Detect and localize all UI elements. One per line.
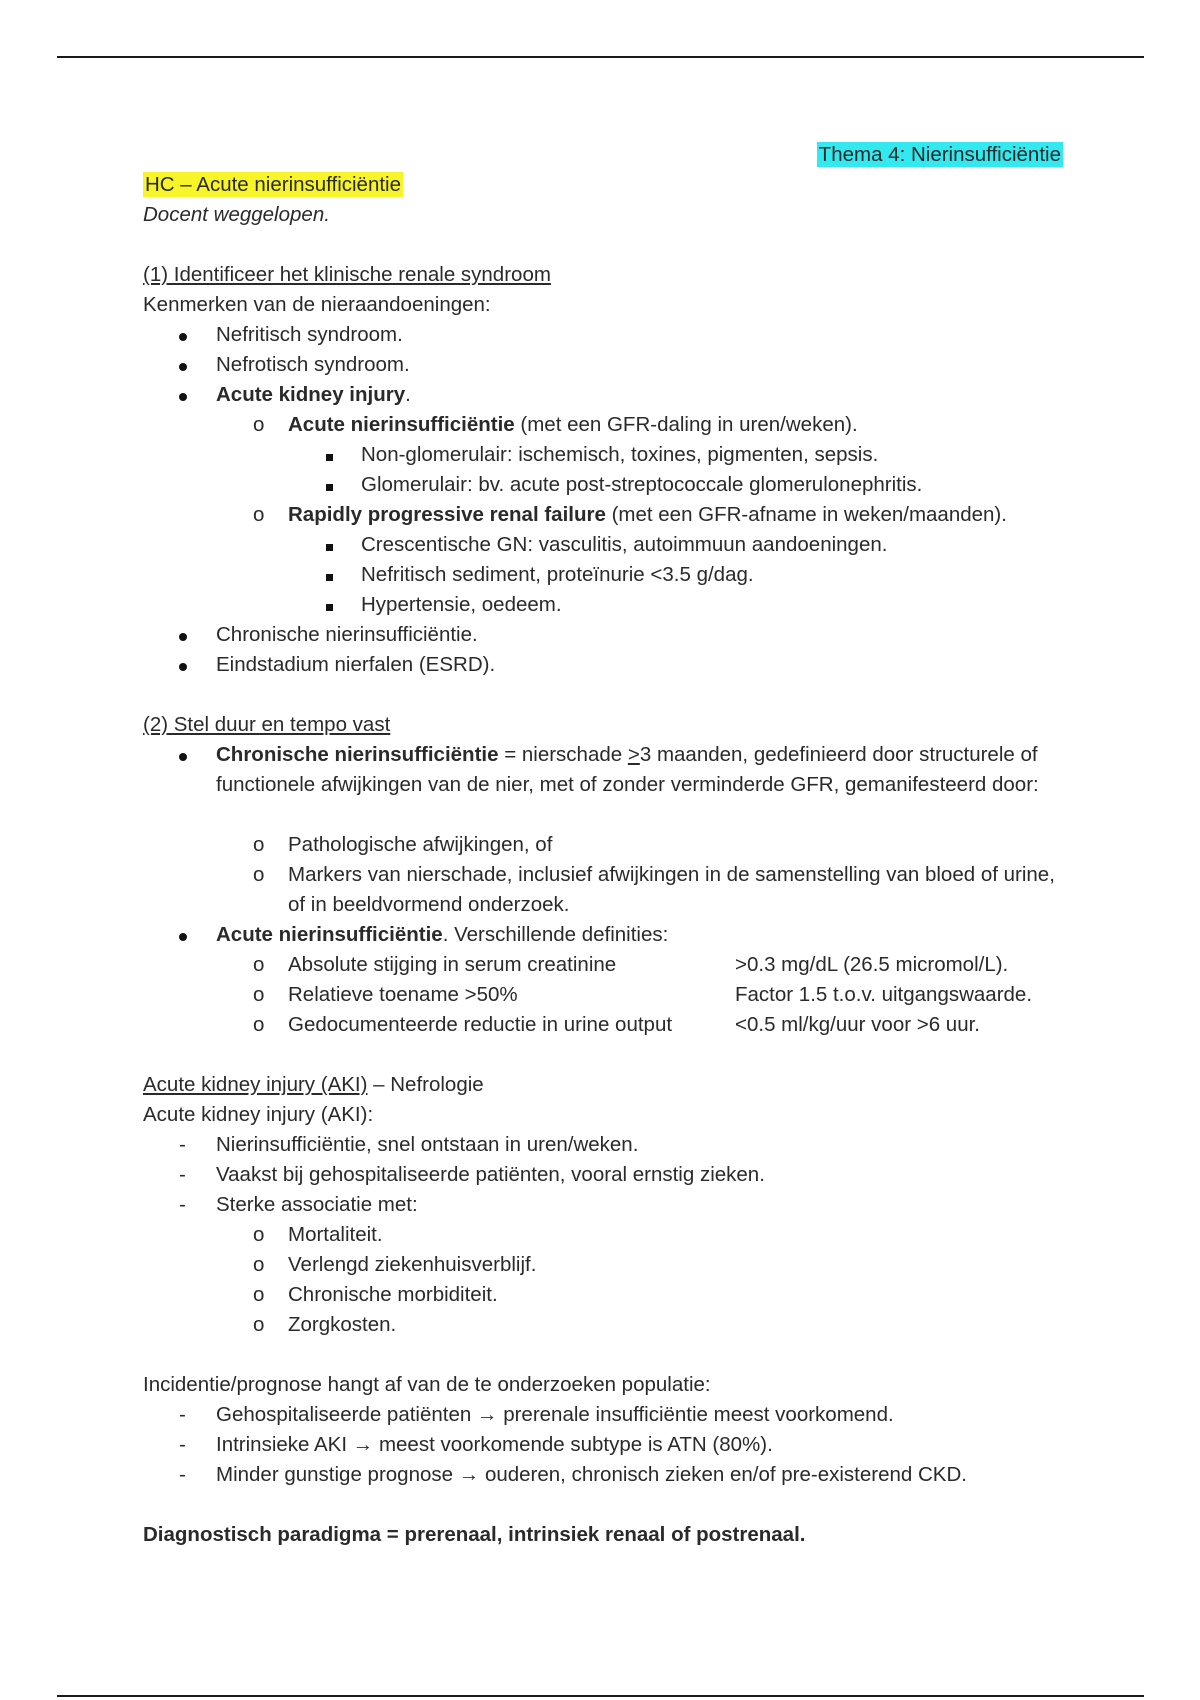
circle-bullet-icon: o bbox=[253, 953, 265, 976]
diagnostic-paradigm: Diagnostisch paradigma = prerenaal, intrinsiek renaal of postrenaal. bbox=[143, 1523, 806, 1546]
top-rule bbox=[57, 56, 1144, 58]
circle-bullet-icon: o bbox=[253, 863, 265, 886]
list-item: Acute nierinsufficiëntie. Verschillende definities: bbox=[143, 920, 1063, 950]
section1-heading: (1) Identificeer het klinische renale syndroom bbox=[143, 263, 551, 286]
list-item: o Markers van nierschade, inclusief afwijkingen in de samenstelling van bloed of urine, of in beeldvormend onderzoek. bbox=[143, 860, 1063, 920]
theme-title: Thema 4: Nierinsufficiëntie bbox=[818, 143, 1061, 166]
square-bullet-icon bbox=[326, 470, 333, 500]
circle-bullet-icon: o bbox=[253, 503, 265, 526]
lecture-line bbox=[143, 170, 1063, 200]
dash-bullet-icon: - bbox=[179, 1133, 186, 1156]
circle-bullet-icon: o bbox=[253, 1253, 265, 1276]
bullet-icon bbox=[179, 350, 187, 380]
circle-bullet-icon: o bbox=[253, 413, 265, 436]
list-item: - Gehospitaliseerde patiënten → prerenale insufficiëntie meest voorkomend. bbox=[143, 1400, 1063, 1430]
section1-intro: Kenmerken van de nieraandoeningen: bbox=[143, 293, 491, 316]
circle-bullet-icon: o bbox=[253, 1223, 265, 1246]
section3-intro: Acute kidney injury (AKI): bbox=[143, 1103, 374, 1126]
list-item: o Chronische morbiditeit. bbox=[143, 1280, 1063, 1310]
dash-bullet-icon: - bbox=[179, 1433, 186, 1456]
dash-bullet-icon: - bbox=[179, 1463, 186, 1486]
list-item: - Vaakst bij gehospitaliseerde patiënten, vooral ernstig zieken. bbox=[143, 1160, 1063, 1190]
bullet-icon bbox=[179, 650, 187, 680]
list-item: - Sterke associatie met: bbox=[143, 1190, 1063, 1220]
list-item: o Zorgkosten. bbox=[143, 1310, 1063, 1340]
dash-bullet-icon: - bbox=[179, 1403, 186, 1426]
list-item: Glomerulair: bv. acute post-streptococcale glomerulonephritis. bbox=[143, 470, 1063, 500]
list-item: Nefritisch sediment, proteïnurie <3.5 g/dag. bbox=[143, 560, 1063, 590]
list-item: Hypertensie, oedeem. bbox=[143, 590, 1063, 620]
list-item: Eindstadium nierfalen (ESRD). bbox=[143, 650, 1063, 680]
list-item: Crescentische GN: vasculitis, autoimmuun aandoeningen. bbox=[143, 530, 1063, 560]
circle-bullet-icon: o bbox=[253, 1313, 265, 1336]
bullet-icon bbox=[179, 320, 187, 350]
definition-row: o Absolute stijging in serum creatinine >0.3 mg/dL (26.5 micromol/L). bbox=[143, 950, 1063, 980]
circle-bullet-icon: o bbox=[253, 983, 265, 1006]
dash-bullet-icon: - bbox=[179, 1193, 186, 1216]
list-item: Nefritisch syndroom. bbox=[143, 320, 1063, 350]
bullet-icon bbox=[179, 920, 187, 950]
list-item: - Nierinsufficiëntie, snel ontstaan in uren/weken. bbox=[143, 1130, 1063, 1160]
arrow-right-icon: → bbox=[458, 1463, 480, 1486]
list-item: Acute kidney injury. bbox=[143, 380, 1063, 410]
docent-note: Docent weggelopen. bbox=[143, 203, 330, 226]
bullet-icon bbox=[179, 380, 187, 410]
list-item: Chronische nierinsufficiëntie. bbox=[143, 620, 1063, 650]
list-item: - Minder gunstige prognose → ouderen, chronisch zieken en/of pre-existerend CKD. bbox=[143, 1460, 1063, 1490]
list-item: o Acute nierinsufficiëntie (met een GFR-daling in uren/weken). bbox=[143, 410, 1063, 440]
lecture-title: HC – Acute nierinsufficiëntie bbox=[145, 173, 402, 196]
bullet-icon bbox=[179, 620, 187, 650]
section3-heading: Acute kidney injury (AKI) – Nefrologie bbox=[143, 1073, 484, 1096]
arrow-right-icon: → bbox=[477, 1403, 498, 1426]
theme-line bbox=[143, 140, 1063, 170]
definition-row: o Gedocumenteerde reductie in urine output <0.5 ml/kg/uur voor >6 uur. bbox=[143, 1010, 1063, 1040]
list-item: o Rapidly progressive renal failure (met een GFR-afname in weken/maanden). bbox=[143, 500, 1063, 530]
square-bullet-icon bbox=[326, 530, 333, 560]
document-page bbox=[143, 140, 1063, 1550]
circle-bullet-icon: o bbox=[253, 1283, 265, 1306]
arrow-right-icon: → bbox=[352, 1433, 374, 1456]
circle-bullet-icon: o bbox=[253, 833, 265, 856]
list-item: Non-glomerulair: ischemisch, toxines, pigmenten, sepsis. bbox=[143, 440, 1063, 470]
square-bullet-icon bbox=[326, 590, 333, 620]
square-bullet-icon bbox=[326, 560, 333, 590]
definition-row: o Relatieve toename >50% Factor 1.5 t.o.v. uitgangswaarde. bbox=[143, 980, 1063, 1010]
section4-intro: Incidentie/prognose hangt af van de te onderzoeken populatie: bbox=[143, 1373, 711, 1396]
list-item: o Mortaliteit. bbox=[143, 1220, 1063, 1250]
list-item: o Verlengd ziekenhuisverblijf. bbox=[143, 1250, 1063, 1280]
list-item: - Intrinsieke AKI → meest voorkomende subtype is ATN (80%). bbox=[143, 1430, 1063, 1460]
section2-heading: (2) Stel duur en tempo vast bbox=[143, 713, 391, 736]
bottom-rule bbox=[57, 1695, 1144, 1697]
square-bullet-icon bbox=[326, 440, 333, 470]
dash-bullet-icon: - bbox=[179, 1163, 186, 1186]
bullet-icon bbox=[179, 740, 187, 770]
list-item: Chronische nierinsufficiëntie = nierschade >3 maanden, gedefinieerd door structurele of functionele afwijkingen van de nier, met of zonder verminderde GFR, gemanifesteerd door: bbox=[143, 740, 1063, 830]
list-item: Nefrotisch syndroom. bbox=[143, 350, 1063, 380]
list-item: o Pathologische afwijkingen, of bbox=[143, 830, 1063, 860]
circle-bullet-icon: o bbox=[253, 1013, 265, 1036]
